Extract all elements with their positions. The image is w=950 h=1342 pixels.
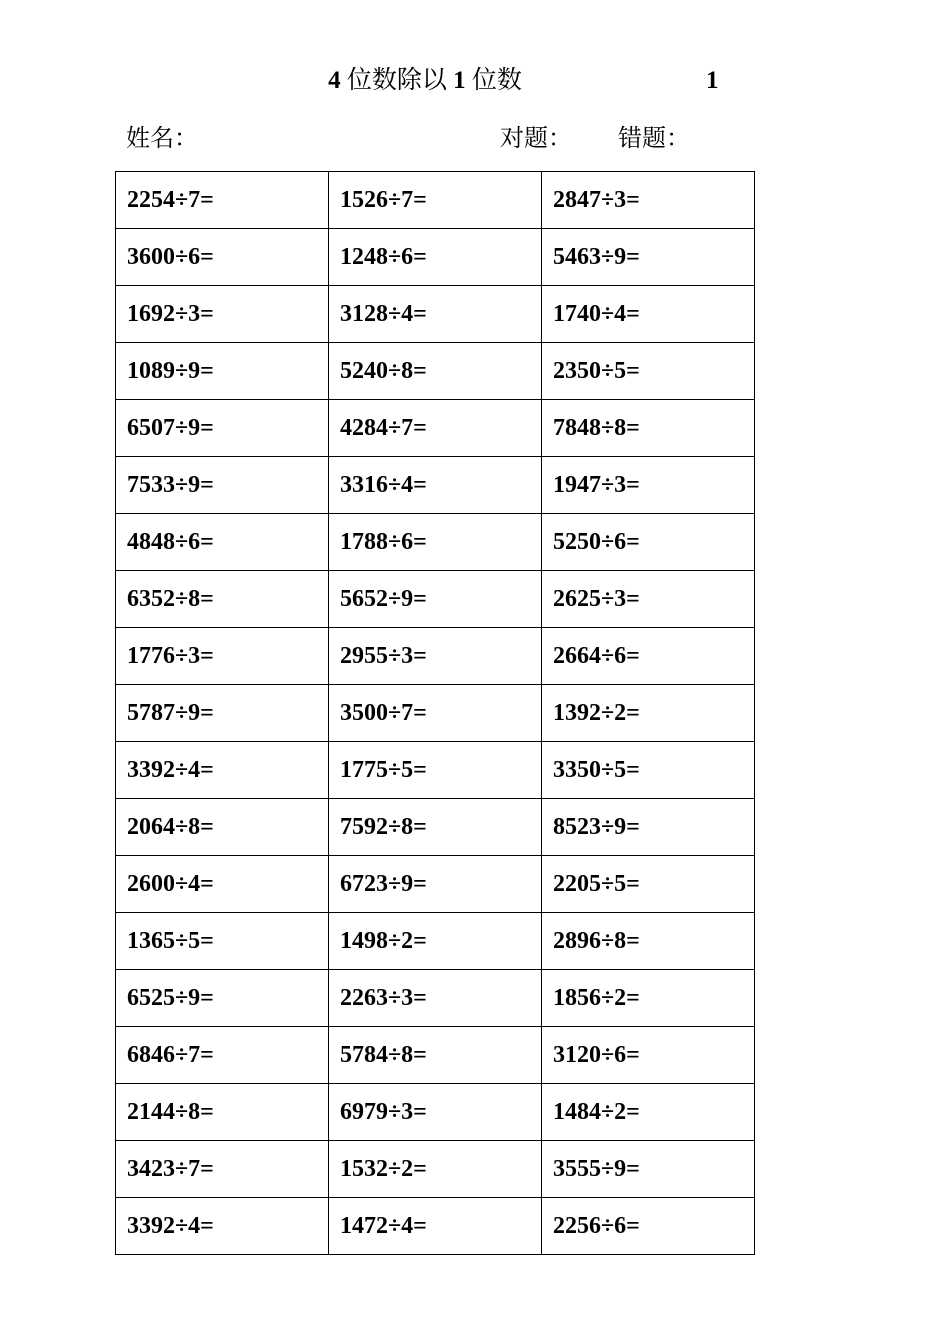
problem-cell: 1788÷6= [329, 514, 542, 571]
problem-cell: 5784÷8= [329, 1027, 542, 1084]
problem-cell: 3423÷7= [116, 1141, 329, 1198]
correct-count-label: 对题： [500, 126, 572, 152]
problem-cell: 7592÷8= [329, 799, 542, 856]
problem-cell: 2205÷5= [542, 856, 755, 913]
problem-cell: 2064÷8= [116, 799, 329, 856]
problem-cell: 1365÷5= [116, 913, 329, 970]
wrong-count-label: 错题： [618, 126, 690, 152]
problem-cell: 8523÷9= [542, 799, 755, 856]
problem-cell: 3555÷9= [542, 1141, 755, 1198]
page-title [0, 64, 850, 98]
problem-cell: 2625÷3= [542, 571, 755, 628]
problem-row [116, 1084, 755, 1141]
problem-row [116, 343, 755, 400]
problem-table-body [116, 172, 755, 1255]
problem-cell: 6525÷9= [116, 970, 329, 1027]
problem-cell: 5463÷9= [542, 229, 755, 286]
problem-row [116, 913, 755, 970]
problem-cell: 2955÷3= [329, 628, 542, 685]
problem-row [116, 400, 755, 457]
problem-row [116, 229, 755, 286]
problem-cell: 3350÷5= [542, 742, 755, 799]
title-number-one: 1 [453, 67, 466, 94]
problem-cell: 1692÷3= [116, 286, 329, 343]
problem-cell: 3600÷6= [116, 229, 329, 286]
title-text-part1: 位数除以 [346, 67, 447, 94]
problem-cell: 5240÷8= [329, 343, 542, 400]
problem-row [116, 742, 755, 799]
problem-cell: 6723÷9= [329, 856, 542, 913]
title-number-four: 4 [328, 67, 341, 94]
problem-cell: 2664÷6= [542, 628, 755, 685]
problem-row [116, 1027, 755, 1084]
problem-cell: 2350÷5= [542, 343, 755, 400]
problem-cell: 2263÷3= [329, 970, 542, 1027]
problem-cell: 7533÷9= [116, 457, 329, 514]
title-text-part2: 位数 [471, 67, 522, 94]
problem-cell: 4848÷6= [116, 514, 329, 571]
problem-row [116, 1141, 755, 1198]
problem-cell: 2896÷8= [542, 913, 755, 970]
problem-cell: 3500÷7= [329, 685, 542, 742]
problem-cell: 3128÷4= [329, 286, 542, 343]
problem-cell: 1775÷5= [329, 742, 542, 799]
problem-cell: 2254÷7= [116, 172, 329, 229]
problem-cell: 1498÷2= [329, 913, 542, 970]
problem-cell: 4284÷7= [329, 400, 542, 457]
problem-cell: 7848÷8= [542, 400, 755, 457]
problem-row [116, 685, 755, 742]
name-label: 姓名： [126, 126, 198, 152]
problem-cell: 1776÷3= [116, 628, 329, 685]
problem-row [116, 172, 755, 229]
problem-row [116, 1198, 755, 1255]
problem-cell: 3392÷4= [116, 742, 329, 799]
problem-cell: 6352÷8= [116, 571, 329, 628]
problem-row [116, 799, 755, 856]
problem-cell: 1484÷2= [542, 1084, 755, 1141]
problem-cell: 5250÷6= [542, 514, 755, 571]
problem-cell: 3120÷6= [542, 1027, 755, 1084]
problem-cell: 1472÷4= [329, 1198, 542, 1255]
problem-cell: 6979÷3= [329, 1084, 542, 1141]
problem-cell: 1740÷4= [542, 286, 755, 343]
problem-row [116, 286, 755, 343]
problem-row [116, 514, 755, 571]
problem-row [116, 457, 755, 514]
problem-cell: 5787÷9= [116, 685, 329, 742]
problem-cell: 1392÷2= [542, 685, 755, 742]
problem-cell: 1089÷9= [116, 343, 329, 400]
problem-cell: 3316÷4= [329, 457, 542, 514]
problem-cell: 3392÷4= [116, 1198, 329, 1255]
problem-table [115, 171, 755, 1255]
problem-cell: 6507÷9= [116, 400, 329, 457]
problem-cell: 1532÷2= [329, 1141, 542, 1198]
problem-cell: 2600÷4= [116, 856, 329, 913]
problem-cell: 1526÷7= [329, 172, 542, 229]
problem-cell: 2256÷6= [542, 1198, 755, 1255]
problem-cell: 5652÷9= [329, 571, 542, 628]
problem-cell: 1248÷6= [329, 229, 542, 286]
problem-row [116, 970, 755, 1027]
page-number: 1 [706, 67, 719, 94]
problem-row [116, 856, 755, 913]
problem-cell: 2144÷8= [116, 1084, 329, 1141]
problem-cell: 2847÷3= [542, 172, 755, 229]
problem-cell: 1856÷2= [542, 970, 755, 1027]
problem-cell: 1947÷3= [542, 457, 755, 514]
problem-cell: 6846÷7= [116, 1027, 329, 1084]
problem-row [116, 628, 755, 685]
problem-row [116, 571, 755, 628]
